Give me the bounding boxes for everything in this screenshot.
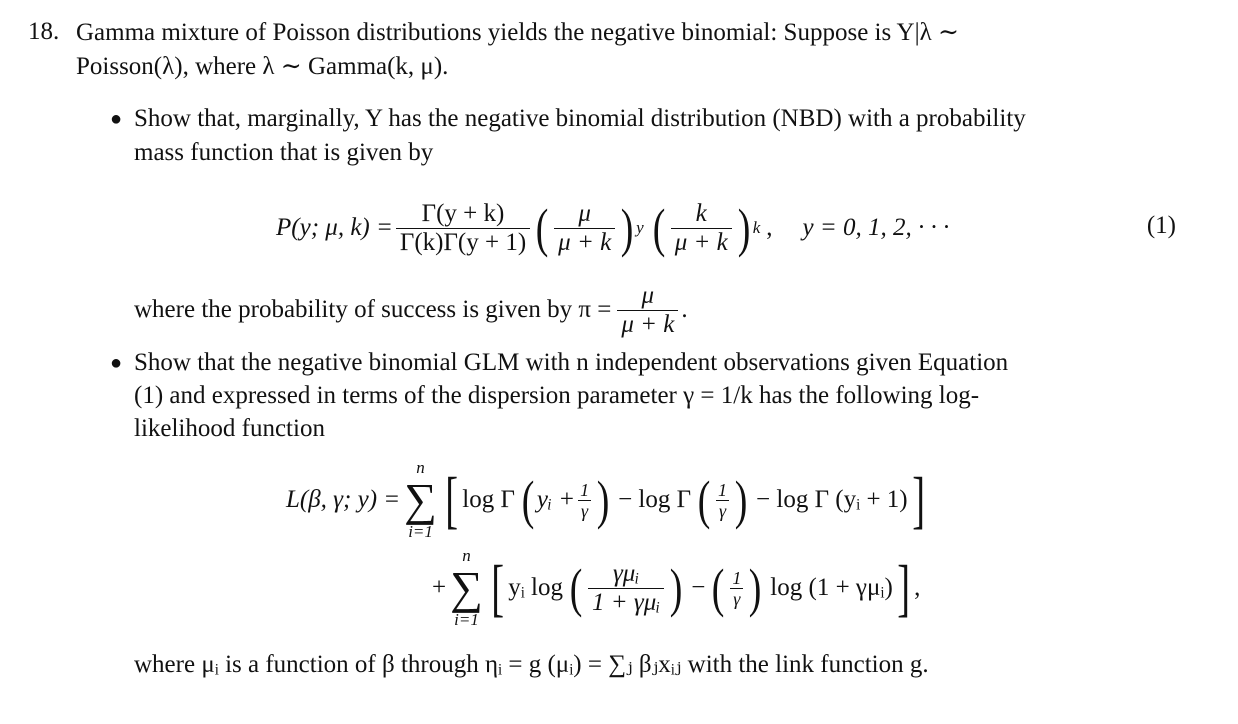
bullet1-line1: Show that, marginally, Y has the negative binomial distribution (NBD) with a probability [134,105,1026,132]
mu-fraction [554,200,615,257]
fraction-numerator: γμᵢ [612,559,640,587]
right-bracket: ] [911,464,925,535]
right-paren: ) [734,470,748,530]
left-bracket: [ [491,552,504,623]
right-paren: ) [749,558,762,618]
bullet-dot: ● [110,108,123,130]
gamma-ratio [396,200,530,257]
pi-fraction [617,282,678,339]
fraction-denominator: γ [730,588,743,609]
log-gamma-term: log Γ [462,486,515,513]
yi-log: yᵢ log [508,574,564,601]
left-bracket: [ [445,464,459,535]
fraction-numerator: 1 [580,479,590,500]
sum-upper-limit: n [462,546,471,565]
gamma-ratio-denominator: Γ(k)Γ(y + 1) [396,228,530,257]
sum-symbol: n ∑ i=1 [450,546,483,629]
right-paren: ) [669,558,683,618]
bullet2-line3: likelihood function [134,415,325,442]
minus-log-gamma: − log Γ [618,486,692,513]
sum-lower-limit: i=1 [454,610,479,629]
pi-fraction-numerator: μ [641,281,655,309]
gamma-ratio-numerator: Γ(y + k) [421,199,505,227]
bullet2-line2: (1) and expressed in terms of the dispersion parameter γ = 1/k has the following log- [134,382,980,409]
loglik-row2 [432,546,920,630]
bullet2-footer: where μᵢ is a function of β through ηᵢ = g (μᵢ) = ∑ⱼ βⱼxᵢⱼ with the link function g. [134,651,929,678]
sum-symbol: n ∑ i=1 [404,458,437,541]
success-text: where the probability of success is given by π = [134,296,612,323]
k-fraction-denominator: μ + k [671,228,732,257]
sum-lower-limit: i=1 [408,522,433,541]
nbd-pmf-equation [276,186,949,270]
comma: , [914,574,921,601]
success-probability [134,278,688,342]
left-paren: ( [652,198,665,258]
sum-upper-limit: n [416,458,425,477]
yi-plus: yᵢ + [536,486,576,513]
inverse-gamma-fraction [729,568,744,609]
inverse-gamma-fraction [715,480,730,521]
problem-title-line1: Gamma mixture of Poisson distributions yields the negative binomial: Suppose is Y|λ ∼ [76,19,959,46]
right-paren: ) [596,470,610,530]
fraction-numerator: 1 [732,567,742,588]
plus-sign: + [432,574,447,601]
log-one-plus: log (1 + γμᵢ) [770,574,893,601]
mu-fraction-numerator: μ [578,199,591,227]
bullet-dot: ● [110,352,123,374]
support-values: y = 0, 1, 2, · · · [802,214,950,241]
pmf-lhs: P(y; μ, k) = [276,214,393,241]
problem-title-line2: Poisson(λ), where λ ∼ Gamma(k, μ). [76,53,449,80]
comma: , [766,214,773,241]
minus-log-gamma-yi: − log Γ (yᵢ + 1) [756,486,908,513]
right-bracket: ] [897,552,910,623]
left-paren: ( [521,470,535,530]
left-paren: ( [535,198,549,258]
gamma-mu-fraction [588,560,664,617]
period: . [681,296,688,323]
k-fraction [671,200,732,257]
exponent-y: y [636,218,644,237]
fraction-denominator: 1 + γμᵢ [588,588,664,617]
right-paren: ) [620,198,634,258]
left-paren: ( [569,558,583,618]
inverse-gamma-fraction [577,480,592,521]
fraction-denominator: γ [578,500,591,521]
problem-number: 18. [28,18,60,45]
left-paren: ( [712,558,725,618]
pi-fraction-denominator: μ + k [617,310,678,339]
k-fraction-numerator: k [695,199,707,227]
equation-number: (1) [1146,212,1176,239]
loglik-lhs: L(β, γ; y) = [286,486,401,513]
mu-fraction-denominator: μ + k [554,228,615,257]
bullet2-line1: Show that the negative binomial GLM with n independent observations given Equation [134,349,1009,376]
loglik-row1 [286,458,929,542]
minus-sign: − [691,574,706,601]
left-paren: ( [697,470,711,530]
exponent-k: k [752,218,761,237]
bullet1-line2: mass function that is given by [134,139,434,166]
right-paren: ) [737,198,750,258]
fraction-denominator: γ [716,500,729,521]
fraction-numerator: 1 [718,479,728,500]
